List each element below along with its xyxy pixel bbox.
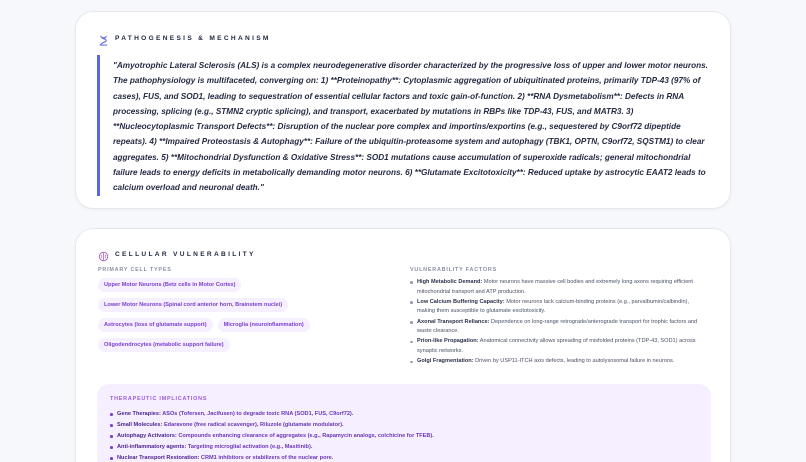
dna-icon — [98, 33, 109, 44]
list-item — [410, 337, 705, 356]
list-item — [110, 453, 700, 462]
therapy-text: Edaravone (free radical scavenger), Riluzole (glutamate modulator). — [162, 422, 344, 428]
pathogenesis-title: PATHOGENESIS & MECHANISM — [115, 35, 271, 42]
vulnerability-title: CELLULAR VULNERABILITY — [115, 251, 256, 258]
list-item — [410, 357, 705, 367]
factor-text: Motor neurons have massive cell bodies and extremely long axons requiring efficient mitochondrial transport and ATP production. — [417, 279, 693, 295]
list-item — [110, 420, 700, 431]
cell-types-label: PRIMARY CELL TYPES — [98, 267, 172, 273]
list-item — [410, 318, 705, 337]
factor-name: Axonal Transport Reliance: — [417, 318, 490, 325]
factor-text: Anatomical connectivity allows spreading of misfolded proteins (TDP-43, SOD1) across synaptic networks. — [417, 338, 696, 354]
therapeutic-label: THERAPEUTIC IMPLICATIONS — [110, 396, 208, 402]
cell-type-chips — [98, 278, 398, 358]
vulnerability-card — [75, 228, 731, 462]
list-item — [410, 298, 705, 317]
pathogenesis-quote: "Amyotrophic Lateral Sclerosis (ALS) is a complex neurodegenerative disorder characterized by the progressive loss of upper and lower motor neurons. The pathophysiology is multifaceted, converging on: 1) **Proteinopathy**: Cytoplasmic aggregation of ubiquitinated proteins, primarily TDP-43 (97% of cases), FUS, and SOD1, leading to sequestration of essential cellular factors and toxic gain-of-function. 2) **RNA Dysmetabolism**: Defects in RNA processing, splicing (e.g., STMN2 cryptic splicing), and transport, exacerbated by mutations in RBPs like TDP-43, FUS, and MATR3. 3) **Nucleocytoplasmic Transport Defects**: Disruption of the nuclear pore complex and importins/exportins (e.g., sequestered by C9orf72 dipeptide repeats). 4) **Impaired Proteostasis & Autophagy**: Failure of the ubiquitin-proteasome system and autophagy (TBK1, OPTN, C9orf72, SQSTM1) to clear aggregates. 5) **Mitochondrial Dysfunction & Oxidative Stress**: SOD1 mutations cause accumulation of superoxide radicals; general mitochondrial failure leads to energy deficits in metabolically demanding motor neurons. 6) **Glutamate Excitotoxicity**: Reduced uptake by astrocytic EAAT2 leads to calcium overload and neuronal death." — [97, 55, 712, 196]
therapy-name: Small Molecules: — [117, 422, 163, 428]
pathogenesis-header — [98, 33, 271, 44]
therapy-name: Anti-inflammatory agents: — [117, 444, 187, 450]
therapy-name: Gene Therapies: — [117, 411, 161, 417]
cell-type-chip[interactable]: Upper Motor Neurons (Betz cells in Motor Cortex) — [98, 278, 241, 292]
factor-name: Prion-like Propagation: — [417, 338, 479, 345]
therapeutic-implications-panel — [97, 384, 711, 462]
pathogenesis-card — [75, 11, 731, 209]
therapy-name: Autophagy Activators: — [117, 433, 177, 439]
factor-text: Motor neurons lack calcium-binding proteins (e.g., parvalbumin/calbindin), making them susceptible to glutamate excitotoxicity. — [417, 298, 690, 315]
therapy-text: Compounds enhancing clearance of aggregates (e.g., Rapamycin analogs, colchicine for TFEB). — [176, 433, 434, 439]
cell-type-chip[interactable]: Oligodendrocytes (metabolic support failure) — [98, 338, 230, 352]
therapy-name: Nuclear Transport Restoration: — [117, 455, 200, 461]
therapeutic-list — [110, 409, 700, 462]
factor-name: Low Calcium Buffering Capacity: — [417, 298, 505, 305]
therapy-text: CRM1 inhibitors or stabilizers of the nuclear pore. — [199, 455, 334, 461]
list-item — [110, 442, 700, 453]
cell-type-chip[interactable]: Astrocytes (loss of glutamate support) — [98, 318, 213, 332]
factor-name: High Metabolic Demand: — [417, 279, 483, 285]
list-item — [110, 409, 700, 420]
vulnerability-header — [98, 249, 256, 260]
vulnerability-factors-list — [410, 278, 705, 367]
list-item — [110, 431, 700, 442]
factor-name: Golgi Fragmentation: — [417, 358, 474, 365]
cell-type-chip[interactable]: Lower Motor Neurons (Spinal cord anterior horn, Brainstem nuclei) — [98, 298, 288, 312]
list-item — [410, 278, 705, 297]
therapy-text: Targeting microglial activation (e.g., Masitinib). — [186, 444, 313, 450]
factors-label: VULNERABILITY FACTORS — [410, 267, 497, 273]
factor-text: Dependence on long-range retrograde/anterograde transport for trophic factors and waste clearance. — [417, 318, 698, 335]
factor-text: Driven by USP11-ITCH axis defects, leading to autolysosomal failure in neurons. — [473, 358, 675, 365]
therapy-text: ASOs (Tofersen, Jacifusen) to degrade toxic RNA (SOD1, FUS, C9orf72). — [160, 411, 354, 417]
brain-icon — [98, 249, 109, 260]
cell-type-chip[interactable]: Microglia (neuroinflammation) — [218, 318, 310, 332]
